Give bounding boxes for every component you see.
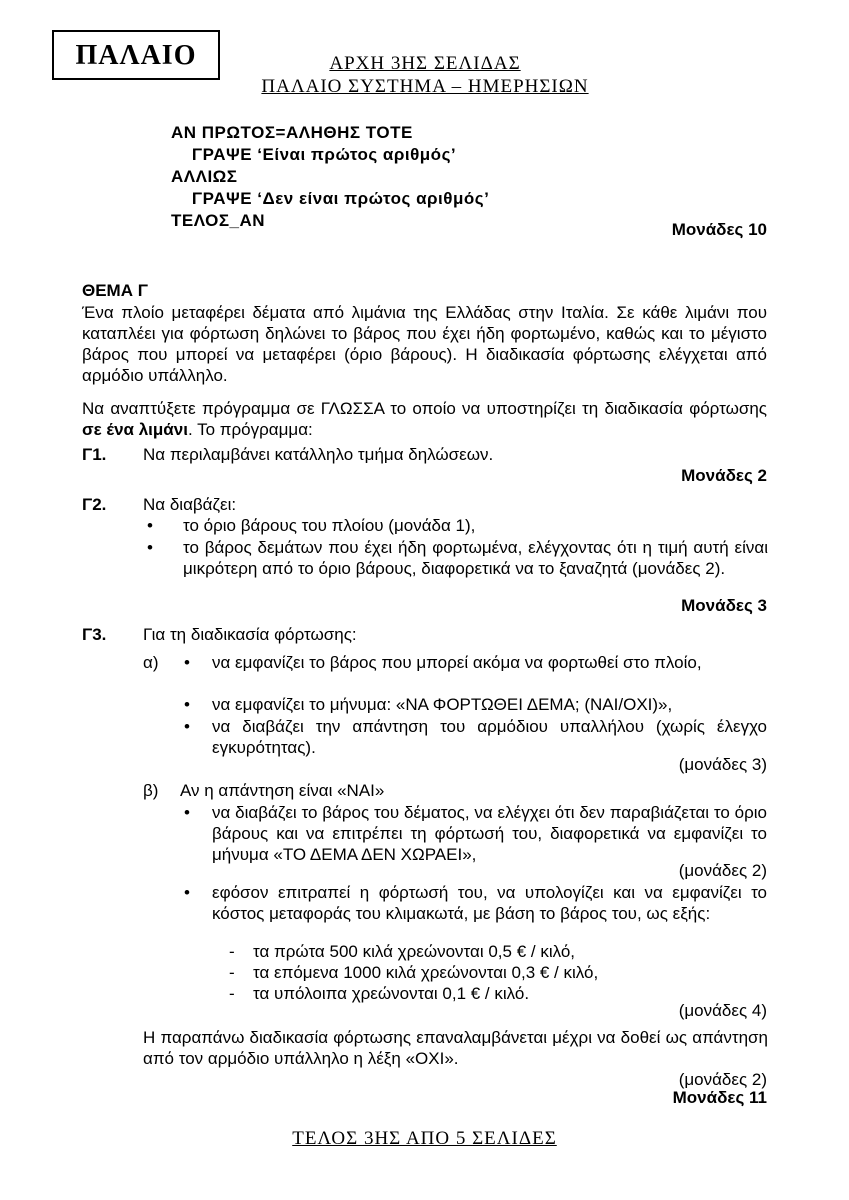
- bullet-icon: •: [147, 538, 153, 557]
- g3a-bullet: να εμφανίζει το μήνυμα: «ΝΑ ΦΟΡΤΩΘΕΙ ΔΕΜΑ; (ΝΑΙ/ΟΧΙ)»,: [212, 695, 673, 714]
- rate-item: τα υπόλοιπα χρεώνονται 0,1 € / κιλό.: [253, 984, 530, 1003]
- g3-text: Για τη διαδικασία φόρτωσης:: [143, 625, 357, 644]
- page-header-start: ΑΡΧΗ 3ΗΣ ΣΕΛΙΔΑΣ: [329, 53, 521, 74]
- g3a-label: α): [143, 653, 159, 672]
- g2-bullet: το βάρος δεμάτων που έχει ήδη φορτωμένα, ελέγχοντας ότι η τιμή αυτή είναι μικρότερη από το όριο βάρους, διαφορετικά να το ξαναζητά (μονάδες 2).: [183, 538, 768, 578]
- code-line: ΑΛΛΙΩΣ: [171, 167, 238, 186]
- g3-closing: Η παραπάνω διαδικασία φόρτωσης επαναλαμβάνεται μέχρι να δοθεί ως απάντηση από τον αρμόδιο υπάλληλο η λέξη «ΟΧΙ».: [143, 1028, 768, 1068]
- bullet-icon: •: [184, 883, 190, 902]
- g3-label: Γ3.: [82, 625, 107, 644]
- page-header-system: ΠΑΛΑΙΟ ΣΥΣΤΗΜΑ – ΗΜΕΡΗΣΙΩΝ: [261, 76, 589, 97]
- code-line: ΑΝ ΠΡΩΤΟΣ=ΑΛΗΘΗΣ ΤΟΤΕ: [171, 123, 413, 142]
- bullet-icon: •: [147, 516, 153, 535]
- g3b-bullet: να διαβάζει το βάρος του δέματος, να ελέγχει ότι δεν παραβιάζεται το όριο βάρους και να επιτρέπει τη φόρτωσή του, διαφορετικά να εμφανίζει το μήνυμα «ΤΟ ΔΕΜΑ ΔΕΝ ΧΩΡΑΕΙ»,: [212, 803, 767, 864]
- rate-item: τα πρώτα 500 κιλά χρεώνονται 0,5 € / κιλό,: [253, 942, 576, 961]
- g1-marks: Μονάδες 2: [681, 466, 767, 485]
- topic-task: [82, 398, 767, 440]
- task-emphasis: σε ένα λιμάνι: [82, 420, 188, 439]
- topic-intro: Ένα πλοίο μεταφέρει δέματα από λιμάνια της Ελλάδας στην Ιταλία. Σε κάθε λιμάνι που καταπλέει για φόρτωση δηλώνει το βάρος που έχει ήδη φορτωμένο, καθώς και το μέγιστο βάρος που μπορεί να μεταφέρει (όριο βάρους). Η διαδικασία φόρτωσης ελέγχεται από αρμόδιο υπάλληλο.: [82, 303, 767, 385]
- code-line: ΤΕΛΟΣ_ΑΝ: [171, 211, 266, 230]
- g3-marks: Μονάδες 11: [672, 1088, 767, 1107]
- g3b-bullet1-marks: (μονάδες 2): [678, 861, 767, 880]
- g2-label: Γ2.: [82, 495, 107, 514]
- task-text: Να αναπτύξετε πρόγραμμα σε ΓΛΩΣΣΑ το οποίο να υποστηρίζει τη διαδικασία φόρτωσης: [82, 399, 767, 418]
- page-footer: ΤΕΛΟΣ 3ΗΣ ΑΠΟ 5 ΣΕΛΙΔΕΣ: [292, 1128, 557, 1149]
- g3b-marks: (μονάδες 4): [678, 1001, 767, 1020]
- bullet-icon: •: [184, 695, 190, 714]
- g3-closing-marks: (μονάδες 2): [678, 1070, 767, 1089]
- bullet-icon: •: [184, 803, 190, 822]
- dash-icon: -: [229, 942, 235, 961]
- g3a-marks: (μονάδες 3): [678, 755, 767, 774]
- previous-marks: Μονάδες 10: [671, 220, 767, 239]
- g3b-label: β): [143, 781, 159, 800]
- g3b-bullet: εφόσον επιτραπεί η φόρτωσή του, να υπολογίζει και να εμφανίζει το κόστος μεταφοράς του κλιμακωτά, με βάση το βάρος του, ως εξής:: [212, 883, 767, 923]
- g2-bullet: το όριο βάρους του πλοίου (μονάδα 1),: [183, 516, 476, 535]
- g1-label: Γ1.: [82, 445, 107, 464]
- code-line: ΓΡΑΨΕ ‘Δεν είναι πρώτος αριθμός’: [171, 189, 490, 208]
- task-text-end: . Το πρόγραμμα:: [187, 420, 313, 439]
- g3a-bullet: να εμφανίζει το βάρος που μπορεί ακόμα να φορτωθεί στο πλοίο,: [212, 653, 702, 672]
- g3b-text: Αν η απάντηση είναι «ΝΑΙ»: [180, 781, 385, 800]
- dash-icon: -: [229, 963, 235, 982]
- old-system-stamp: ΠΑΛΑΙΟ: [52, 30, 220, 80]
- bullet-icon: •: [184, 717, 190, 736]
- g1-text: Να περιλαμβάνει κατάλληλο τμήμα δηλώσεων.: [143, 445, 494, 464]
- rate-item: τα επόμενα 1000 κιλά χρεώνονται 0,3 € / κιλό,: [253, 963, 599, 982]
- bullet-icon: •: [184, 653, 190, 672]
- dash-icon: -: [229, 984, 235, 1003]
- g2-text: Να διαβάζει:: [143, 495, 237, 514]
- code-line: ΓΡΑΨΕ ‘Είναι πρώτος αριθμός’: [171, 145, 457, 164]
- topic-title: ΘΕΜΑ Γ: [82, 281, 148, 300]
- g3a-bullet: να διαβάζει την απάντηση του αρμόδιου υπαλλήλου (χωρίς έλεγχο εγκυρότητας).: [212, 717, 767, 757]
- g2-marks: Μονάδες 3: [681, 596, 767, 615]
